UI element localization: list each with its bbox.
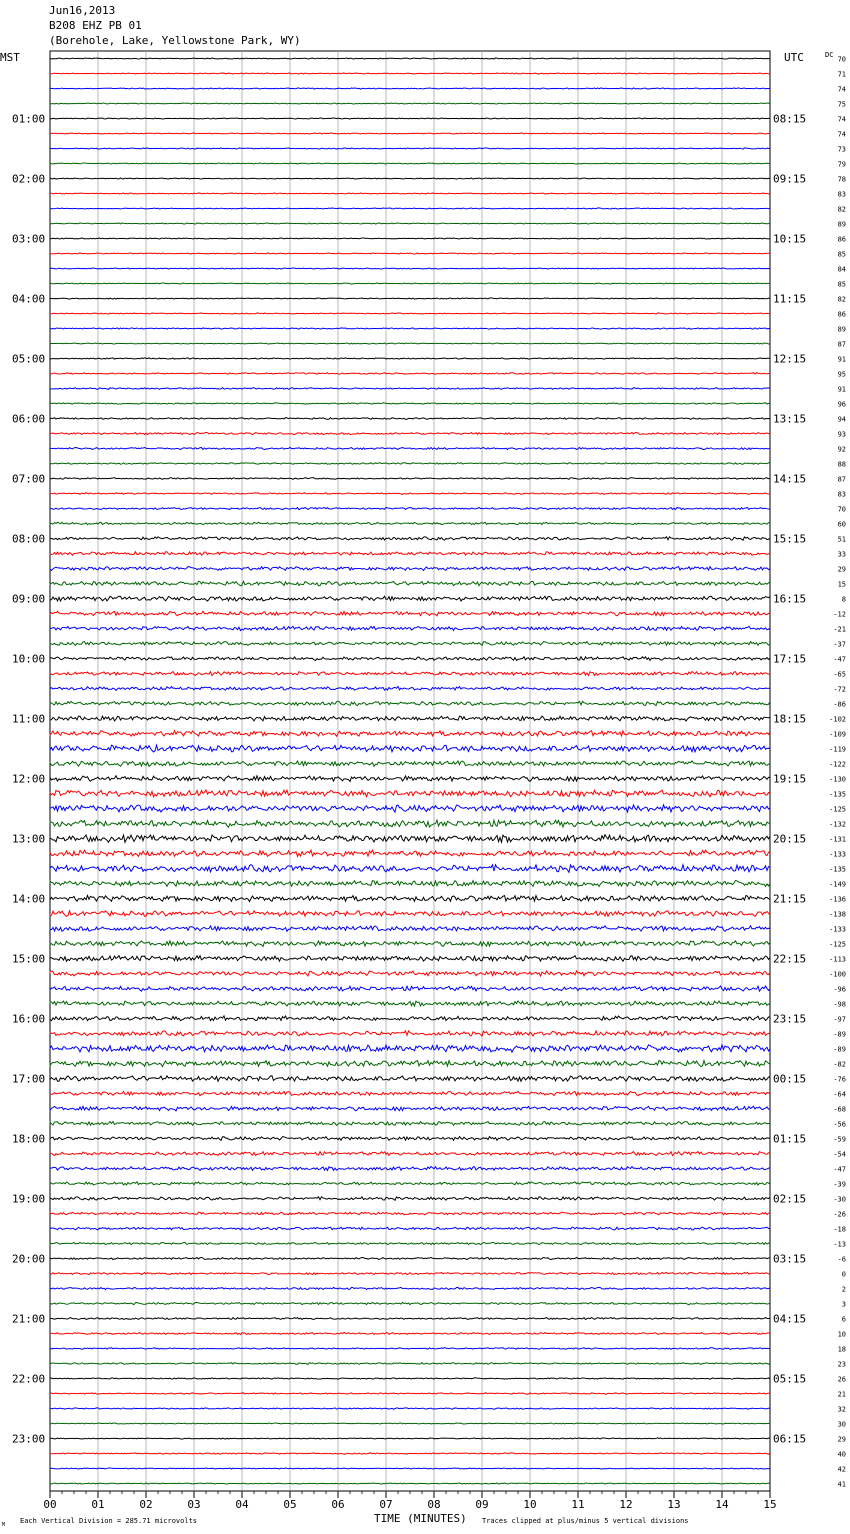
dc-offset-label: -136 bbox=[829, 895, 846, 904]
dc-offset-label: 89 bbox=[837, 325, 846, 334]
trace-line bbox=[50, 1060, 770, 1066]
right-hour-label: 16:15 bbox=[773, 592, 807, 606]
dc-offset-label: 23 bbox=[837, 1360, 846, 1369]
left-hour-label: 23:00 bbox=[12, 1432, 46, 1446]
trace-line bbox=[50, 956, 770, 962]
dc-offset-label: 95 bbox=[837, 370, 846, 379]
trace-line bbox=[50, 148, 770, 149]
trace-line bbox=[50, 642, 770, 646]
trace-line bbox=[50, 1408, 770, 1409]
dc-offset-label: 84 bbox=[837, 265, 846, 274]
dc-offset-label: -138 bbox=[829, 910, 846, 919]
trace-line bbox=[50, 268, 770, 269]
dc-offset-label: 93 bbox=[837, 430, 846, 439]
left-hour-label: 12:00 bbox=[12, 772, 46, 786]
trace-line bbox=[50, 552, 770, 556]
x-tick-label: 02 bbox=[139, 1498, 153, 1511]
left-hour-label: 14:00 bbox=[12, 892, 46, 906]
x-tick-label: 09 bbox=[475, 1498, 489, 1511]
left-timezone-label: MST bbox=[0, 51, 20, 64]
trace-line bbox=[50, 1363, 770, 1365]
trace-line bbox=[50, 790, 770, 797]
dc-offset-label: -130 bbox=[829, 775, 846, 784]
left-hour-label: 13:00 bbox=[12, 832, 46, 846]
x-tick-label: 00 bbox=[43, 1498, 57, 1511]
x-tick-label: 04 bbox=[235, 1498, 249, 1511]
dc-offset-label: -26 bbox=[833, 1210, 846, 1219]
trace-line bbox=[50, 1227, 770, 1230]
trace-line bbox=[50, 626, 770, 630]
trace-group bbox=[50, 58, 770, 1484]
dc-offset-label: 70 bbox=[837, 55, 846, 64]
dc-offset-label: -86 bbox=[833, 700, 846, 709]
x-tick-label: 10 bbox=[523, 1498, 537, 1511]
trace-line bbox=[50, 493, 770, 495]
dc-offset-label: 26 bbox=[837, 1375, 846, 1384]
trace-line bbox=[50, 118, 770, 119]
dc-offset-label: 2 bbox=[841, 1285, 846, 1294]
trace-line bbox=[50, 1438, 770, 1439]
dc-offset-label: -135 bbox=[829, 790, 846, 799]
trace-line bbox=[50, 1453, 770, 1454]
trace-line bbox=[50, 1152, 770, 1156]
dc-offset-label: 30 bbox=[837, 1420, 846, 1429]
dc-offset-label: 71 bbox=[837, 70, 846, 79]
left-hour-label: 08:00 bbox=[12, 532, 46, 546]
right-hour-label: 04:15 bbox=[773, 1312, 807, 1326]
dc-offset-label: -122 bbox=[829, 760, 846, 769]
dc-offset-label: -18 bbox=[833, 1225, 846, 1234]
trace-line bbox=[50, 313, 770, 314]
dc-offset-label: 3 bbox=[841, 1300, 846, 1309]
trace-line bbox=[50, 1348, 770, 1350]
dc-offset-label: 91 bbox=[837, 355, 846, 364]
right-hour-label: 00:15 bbox=[773, 1072, 807, 1086]
left-hour-label: 17:00 bbox=[12, 1072, 46, 1086]
trace-line bbox=[50, 1106, 770, 1111]
left-hour-label: 01:00 bbox=[12, 112, 46, 126]
trace-line bbox=[50, 1031, 770, 1036]
dc-column-label: DC bbox=[825, 51, 834, 59]
dc-offset-label: -12 bbox=[833, 610, 846, 619]
right-hour-label: 02:15 bbox=[773, 1192, 807, 1206]
x-tick-label: 01 bbox=[91, 1498, 105, 1511]
trace-line bbox=[50, 776, 770, 782]
trace-line bbox=[50, 373, 770, 375]
trace-line bbox=[50, 1016, 770, 1021]
dc-offset-labels bbox=[829, 56, 846, 1489]
dc-offset-label: -96 bbox=[833, 985, 846, 994]
dc-offset-label: 91 bbox=[837, 385, 846, 394]
dc-offset-label: 86 bbox=[837, 235, 846, 244]
dc-offset-label: 60 bbox=[837, 520, 846, 529]
trace-line bbox=[50, 1212, 770, 1215]
right-hour-label: 21:15 bbox=[773, 892, 807, 906]
dc-offset-label: -97 bbox=[833, 1015, 846, 1024]
dc-offset-label: -59 bbox=[833, 1135, 846, 1144]
right-hour-label: 23:15 bbox=[773, 1012, 807, 1026]
dc-offset-label: -47 bbox=[833, 1165, 846, 1174]
trace-line bbox=[50, 1302, 770, 1304]
dc-offset-label: 82 bbox=[837, 205, 846, 214]
trace-line bbox=[50, 761, 770, 767]
dc-offset-label: 29 bbox=[837, 565, 846, 574]
x-tick-label: 13 bbox=[667, 1498, 681, 1511]
trace-line bbox=[50, 745, 770, 752]
dc-offset-label: 70 bbox=[837, 505, 846, 514]
trace-line bbox=[50, 103, 770, 104]
dc-offset-label: 83 bbox=[837, 490, 846, 499]
x-tick-label: 08 bbox=[427, 1498, 441, 1511]
trace-line bbox=[50, 1182, 770, 1185]
right-hour-label: 10:15 bbox=[773, 232, 807, 246]
x-tick-label: 05 bbox=[283, 1498, 297, 1511]
dc-offset-label: -98 bbox=[833, 1000, 846, 1009]
x-axis-ticks bbox=[43, 1491, 776, 1511]
trace-line bbox=[50, 1333, 770, 1335]
trace-line bbox=[50, 731, 770, 737]
trace-line bbox=[50, 567, 770, 571]
trace-line bbox=[50, 1076, 770, 1081]
trace-line bbox=[50, 986, 770, 991]
dc-offset-label: -132 bbox=[829, 820, 846, 829]
trace-line bbox=[50, 1045, 770, 1052]
trace-line bbox=[50, 283, 770, 284]
right-hour-label: 15:15 bbox=[773, 532, 807, 546]
right-hour-label: 12:15 bbox=[773, 352, 807, 366]
dc-offset-label: 85 bbox=[837, 250, 846, 259]
trace-line bbox=[50, 163, 770, 164]
trace-line bbox=[50, 432, 770, 434]
trace-line bbox=[50, 820, 770, 827]
plot-frame bbox=[50, 51, 770, 1491]
trace-line bbox=[50, 596, 770, 601]
dc-offset-label: -109 bbox=[829, 730, 846, 739]
dc-offset-label: 42 bbox=[837, 1465, 846, 1474]
dc-offset-label: 41 bbox=[837, 1480, 846, 1489]
dc-offset-label: 82 bbox=[837, 295, 846, 304]
trace-line bbox=[50, 895, 770, 901]
dc-offset-label: -64 bbox=[833, 1090, 846, 1099]
dc-offset-label: -6 bbox=[837, 1255, 846, 1264]
trace-line bbox=[50, 1393, 770, 1394]
dc-offset-label: -54 bbox=[833, 1150, 846, 1159]
trace-line bbox=[50, 657, 770, 661]
trace-line bbox=[50, 73, 770, 74]
left-hour-label: 18:00 bbox=[12, 1132, 46, 1146]
trace-line bbox=[50, 1197, 770, 1201]
dc-offset-label: 86 bbox=[837, 310, 846, 319]
trace-line bbox=[50, 537, 770, 541]
dc-offset-label: 15 bbox=[837, 580, 846, 589]
trace-line bbox=[50, 1483, 770, 1484]
left-hour-labels bbox=[12, 113, 45, 1446]
dc-offset-label: -100 bbox=[829, 970, 846, 979]
right-hour-label: 03:15 bbox=[773, 1252, 807, 1266]
chart-station: B208 EHZ PB 01 bbox=[49, 19, 142, 32]
trace-line bbox=[50, 701, 770, 705]
trace-line bbox=[50, 686, 770, 690]
trace-line bbox=[50, 478, 770, 480]
trace-line bbox=[50, 1468, 770, 1469]
right-hour-label: 19:15 bbox=[773, 772, 807, 786]
right-hour-label: 08:15 bbox=[773, 112, 807, 126]
dc-offset-label: 83 bbox=[837, 190, 846, 199]
x-tick-label: 11 bbox=[571, 1498, 585, 1511]
right-hour-label: 18:15 bbox=[773, 712, 807, 726]
trace-line bbox=[50, 1423, 770, 1424]
dc-offset-label: -13 bbox=[833, 1240, 846, 1249]
trace-line bbox=[50, 805, 770, 812]
right-hour-label: 14:15 bbox=[773, 472, 807, 486]
trace-line bbox=[50, 716, 770, 721]
dc-offset-label: -125 bbox=[829, 940, 846, 949]
dc-offset-label: -89 bbox=[833, 1030, 846, 1039]
dc-offset-label: -102 bbox=[829, 715, 846, 724]
dc-offset-label: -133 bbox=[829, 925, 846, 934]
left-hour-label: 09:00 bbox=[12, 592, 46, 606]
trace-line bbox=[50, 507, 770, 509]
trace-line bbox=[50, 941, 770, 947]
dc-offset-label: -113 bbox=[829, 955, 846, 964]
trace-line bbox=[50, 403, 770, 404]
left-hour-label: 02:00 bbox=[12, 172, 46, 186]
dc-offset-label: 89 bbox=[837, 220, 846, 229]
trace-line bbox=[50, 1242, 770, 1244]
dc-offset-label: 96 bbox=[837, 400, 846, 409]
left-hour-label: 10:00 bbox=[12, 652, 46, 666]
trace-line bbox=[50, 328, 770, 329]
trace-line bbox=[50, 971, 770, 976]
x-tick-label: 03 bbox=[187, 1498, 201, 1511]
dc-offset-label: 73 bbox=[837, 145, 846, 154]
left-hour-label: 07:00 bbox=[12, 472, 46, 486]
dc-offset-label: 88 bbox=[837, 460, 846, 469]
right-hour-label: 09:15 bbox=[773, 172, 807, 186]
dc-offset-label: -65 bbox=[833, 670, 846, 679]
dc-offset-label: 94 bbox=[837, 415, 846, 424]
dc-offset-label: 87 bbox=[837, 475, 846, 484]
trace-line bbox=[50, 926, 770, 932]
dc-offset-label: 87 bbox=[837, 340, 846, 349]
dc-offset-label: -125 bbox=[829, 805, 846, 814]
trace-line bbox=[50, 238, 770, 239]
left-hour-label: 05:00 bbox=[12, 352, 46, 366]
trace-line bbox=[50, 865, 770, 873]
dc-offset-label: 85 bbox=[837, 280, 846, 289]
left-hour-label: 22:00 bbox=[12, 1372, 46, 1386]
trace-line bbox=[50, 880, 770, 886]
corner-mark: M bbox=[2, 1522, 6, 1528]
minute-gridlines bbox=[98, 51, 722, 1491]
dc-offset-label: 40 bbox=[837, 1450, 846, 1459]
dc-offset-label: 79 bbox=[837, 160, 846, 169]
x-tick-label: 15 bbox=[763, 1498, 777, 1511]
trace-line bbox=[50, 463, 770, 465]
dc-offset-label: 0 bbox=[841, 1270, 846, 1279]
x-tick-label: 06 bbox=[331, 1498, 345, 1511]
right-hour-label: 05:15 bbox=[773, 1372, 807, 1386]
x-tick-label: 12 bbox=[619, 1498, 633, 1511]
dc-offset-label: -135 bbox=[829, 865, 846, 874]
trace-line bbox=[50, 358, 770, 359]
trace-line bbox=[50, 850, 770, 856]
left-hour-label: 04:00 bbox=[12, 292, 46, 306]
dc-offset-label: 92 bbox=[837, 445, 846, 454]
dc-offset-label: 74 bbox=[837, 115, 846, 124]
left-hour-label: 06:00 bbox=[12, 412, 46, 426]
right-timezone-label: UTC bbox=[784, 51, 804, 64]
dc-offset-label: -37 bbox=[833, 640, 846, 649]
right-hour-labels bbox=[773, 113, 806, 1446]
trace-line bbox=[50, 1137, 770, 1141]
dc-offset-label: 29 bbox=[837, 1435, 846, 1444]
x-tick-label: 07 bbox=[379, 1498, 393, 1511]
left-hour-label: 20:00 bbox=[12, 1252, 46, 1266]
footer-clipping-note: Traces clipped at plus/minus 5 vertical divisions bbox=[482, 1517, 689, 1525]
trace-line bbox=[50, 1167, 770, 1171]
trace-line bbox=[50, 193, 770, 194]
right-hour-label: 17:15 bbox=[773, 652, 807, 666]
trace-line bbox=[50, 178, 770, 179]
trace-line bbox=[50, 1091, 770, 1095]
dc-offset-label: 78 bbox=[837, 175, 846, 184]
dc-offset-label: -149 bbox=[829, 880, 846, 889]
trace-line bbox=[50, 522, 770, 524]
trace-line bbox=[50, 208, 770, 209]
right-hour-label: 20:15 bbox=[773, 832, 807, 846]
dc-offset-label: 32 bbox=[837, 1405, 846, 1414]
dc-offset-label: 33 bbox=[837, 550, 846, 559]
right-hour-label: 01:15 bbox=[773, 1132, 807, 1146]
dc-offset-label: -76 bbox=[833, 1075, 846, 1084]
dc-offset-label: -82 bbox=[833, 1060, 846, 1069]
dc-offset-label: 21 bbox=[837, 1390, 846, 1399]
dc-offset-label: -131 bbox=[829, 835, 846, 844]
trace-line bbox=[50, 133, 770, 134]
trace-line bbox=[50, 1378, 770, 1379]
right-hour-label: 11:15 bbox=[773, 292, 807, 306]
trace-line bbox=[50, 1287, 770, 1289]
trace-line bbox=[50, 672, 770, 676]
trace-line bbox=[50, 418, 770, 420]
dc-offset-label: -21 bbox=[833, 625, 846, 634]
dc-offset-label: -68 bbox=[833, 1105, 846, 1114]
trace-line bbox=[50, 388, 770, 390]
trace-line bbox=[50, 343, 770, 344]
trace-line bbox=[50, 447, 770, 449]
left-hour-label: 11:00 bbox=[12, 712, 46, 726]
right-hour-label: 13:15 bbox=[773, 412, 807, 426]
trace-line bbox=[50, 611, 770, 616]
x-axis-title: TIME (MINUTES) bbox=[374, 1512, 467, 1525]
dc-offset-label: 74 bbox=[837, 85, 846, 94]
dc-offset-label: -133 bbox=[829, 850, 846, 859]
dc-offset-label: 10 bbox=[837, 1330, 846, 1339]
trace-line bbox=[50, 223, 770, 224]
trace-line bbox=[50, 58, 770, 59]
dc-offset-label: -47 bbox=[833, 655, 846, 664]
trace-line bbox=[50, 88, 770, 89]
trace-line bbox=[50, 581, 770, 586]
dc-offset-label: 6 bbox=[841, 1315, 846, 1324]
dc-offset-label: -89 bbox=[833, 1045, 846, 1054]
trace-line bbox=[50, 253, 770, 254]
x-tick-label: 14 bbox=[715, 1498, 729, 1511]
chart-location: (Borehole, Lake, Yellowstone Park, WY) bbox=[49, 34, 301, 47]
trace-line bbox=[50, 1257, 770, 1259]
left-hour-label: 15:00 bbox=[12, 952, 46, 966]
trace-line bbox=[50, 1122, 770, 1126]
trace-line bbox=[50, 1318, 770, 1320]
right-hour-label: 06:15 bbox=[773, 1432, 807, 1446]
trace-line bbox=[50, 1272, 770, 1274]
dc-offset-label: 74 bbox=[837, 130, 846, 139]
trace-line bbox=[50, 911, 770, 917]
dc-offset-label: 75 bbox=[837, 100, 846, 109]
dc-offset-label: -72 bbox=[833, 685, 846, 694]
left-hour-label: 03:00 bbox=[12, 232, 46, 246]
chart-date: Jun16,2013 bbox=[49, 4, 116, 17]
trace-line bbox=[50, 1001, 770, 1006]
dc-offset-label: 51 bbox=[837, 535, 846, 544]
dc-offset-label: 8 bbox=[841, 595, 846, 604]
left-hour-label: 19:00 bbox=[12, 1192, 46, 1206]
dc-offset-label: -56 bbox=[833, 1120, 846, 1129]
right-hour-label: 22:15 bbox=[773, 952, 807, 966]
dc-offset-label: 18 bbox=[837, 1345, 846, 1354]
trace-line bbox=[50, 298, 770, 299]
dc-offset-label: -119 bbox=[829, 745, 846, 754]
trace-line bbox=[50, 835, 770, 843]
footer-vertical-division: Each Vertical Division = 285.71 microvolts bbox=[20, 1517, 198, 1525]
left-hour-label: 21:00 bbox=[12, 1312, 46, 1326]
dc-offset-label: -39 bbox=[833, 1180, 846, 1189]
dc-offset-label: -30 bbox=[833, 1195, 846, 1204]
left-hour-label: 16:00 bbox=[12, 1012, 46, 1026]
